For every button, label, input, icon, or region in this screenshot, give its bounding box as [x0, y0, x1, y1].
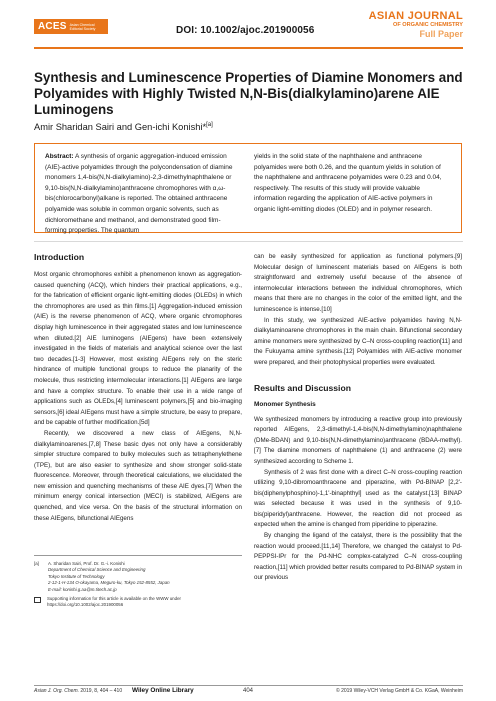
spacer	[254, 369, 462, 383]
abstract-text-left: A synthesis of organic aggregation-induced emission (AIE)-active polyamides through the polycondensation of diamine monomers 1,4-bis(N,N-dialkylamino)-2,3-dimethylnaphthalene or 9,10-bis(N,N-dialkylamino)anthracene chromophores with α,ω-bis(chlorocarbonyl)alkane is reported. The obtained anthracene polyamide was soluble in common organic solvents, such as dichloromethane and methanol, and demonstrated good film-forming properties. The quantum	[45, 153, 233, 235]
footnote-email[interactable]: E-mail: konishi.g.aa@m.titech.ac.jp	[48, 586, 117, 592]
supporting-info-text[interactable]: Supporting information for this article is available on the WWW under https://doi.org/10.1002/ajoc.201900056	[47, 596, 181, 608]
abstract-right-column	[254, 152, 451, 224]
journal-brand	[369, 11, 463, 39]
publisher-logo	[34, 19, 108, 34]
abstract-left-column	[45, 152, 242, 235]
footnote-name: A. Sharidan Sairi, Prof. Dr. G.-i. Konishi	[48, 561, 125, 566]
affiliation-block	[34, 561, 242, 593]
article-authors	[34, 122, 213, 132]
intro-paragraph-1: Most organic chromophores exhibit a phenomenon known as aggregation-caused quenching (ACQ), which hinders their practical applications, e.g., for the fabrication of efficient organic light-emitting diodes (OLEDs) in which the chromophores are used as thin films.[1] Aggregation-induced emission (AIE) is the reverse phenomenon of ACQ, where organic chromophores display high luminescence in their aggregated states and low luminescence when diluted.[2] AIE luminogens (AIEgens) have been extensively investigated in the fields of materials and analytical science over the last two decades.[1-3] However, most existing AIEgens rely on the steric hindrance of multiple functional groups to reduce the planarity of the molecule, thus restricting intermolecular interactions.[1] AIEgens are large and have a complex structure. To enable their use in a wide range of applications such as OLEDs,[4] luminescent polymers,[5] and bio-imaging sensors,[6] ideal AIEgens must have a simple structure, be easy to prepare, and be capable of further modification.[5d]	[34, 271, 242, 427]
right-paragraph-3: We synthesized monomers by introducing a reactive group into previously reported AIEgens, 2,3-dimethyl-1,4-bis(N,N-dimethylamino)naphthalene (DMe-BDAN) and 9,10-bis(N,N-dimethylamino)anthracene (BDAA-methyl).[7] The diamine monomers of naphthalene (1) and anthracene (2) were synthesized according to Scheme 1.	[254, 415, 462, 465]
right-paragraph-4: Synthesis of 2 was first done with a direct C–N cross-coupling reaction utilizing 9,10-dibromoanthracene and piperazine, with Pd-BINAP [2,2'-bis(diphenylphosphino)-1,1'-binaphthyl] used as the catalyst.[13] BINAP was selected because it was used in the synthesis of 9,10-bis(piperidyl)anthracene. However, the reaction did not proceed as expected when the amine is changed from piperidine to piperazine.	[254, 468, 462, 529]
logo-subtitle: Asian Chemical Editorial Society	[69, 22, 96, 31]
right-paragraph-1: can be easily synthesized for application as functional polymers.[9] Molecular design of luminescent materials based on AIEgens is both straightforward and extremely useful because of the absence of intermolecular interactions between the individual chromophores, which means that there are no changes in the color of the emitted light, and the luminescence is intense.[10]	[254, 253, 462, 313]
footnote-department: Department of Chemical Science and Engineering	[48, 567, 146, 573]
affiliation-footnote	[34, 555, 242, 609]
section-divider	[34, 241, 463, 242]
footnote-tag: [a]	[34, 561, 39, 566]
copyright-notice: © 2019 Wiley-VCH Verlag GmbH & Co. KGaA, Weinheim	[336, 688, 463, 694]
right-paragraph-5: By changing the ligand of the catalyst, there is the possibility that the reaction would proceed.[11,14] Therefore, we changed the catalyst to Pd-PEPPSI-IPr for the Pd-NHC complex-catalyzed C–N cross-coupling reaction,[11] which provided better results compared to Pd-BINAP system in our previous	[254, 532, 462, 582]
footnote-address: 2-12-1-H-134 O-okayama, Meguro-ku, Tokyo 152-8552, Japan	[48, 580, 170, 586]
journal-name-line2: OF ORGANIC CHEMISTRY	[392, 22, 463, 28]
abstract-box	[34, 143, 462, 233]
right-paragraph-2: In this study, we synthesized AIE-active polyamides having N,N-dialkylaminoarene chromophores in the main chain. Bifunctional secondary amine monomers were synthesized by C–N cross-coupling reaction[11] and the Fukuyama amine synthesis.[12] Polyamides with AIE-active monomer were prepared, and their photophysical properties were evaluated.	[254, 316, 462, 366]
abstract-label: Abstract:	[45, 153, 74, 160]
header-rule	[34, 47, 463, 49]
body-left-column	[34, 252, 242, 524]
wiley-online-library-link[interactable]: Wiley Online Library	[132, 687, 194, 694]
doi-link[interactable]: DOI: 10.1002/ajoc.201900056	[176, 25, 315, 36]
journal-reference	[34, 688, 122, 694]
body-right-column	[254, 252, 462, 584]
article-title: Synthesis and Luminescence Properties of Diamine Monomers and Polyamides with Highly Twisted N,N-Bis(dialkylamino)arene AIE Luminogens	[34, 70, 463, 117]
intro-paragraph-2: Recently, we discovered a new class of AIEgens, N,N-dialkylaminoarenes.[7,8] These basic dyes not only have a considerably simpler structure compared to bulky molecules such as tetraphenylethene (TPE), but are also easier to synthesize and show stronger solid-state fluorescence. Moreover, through theoretical calculations, we elucidated the new emission and quenching mechanisms of these AIE dyes.[7] When the minimum energy conical intersection (MECI) is stabilized, AIEgens are quenched, and vice versa. On the basis of the structural information on these AIEgens, bifunctional AIEgens	[34, 429, 242, 522]
supporting-info-icon	[34, 597, 41, 603]
monomer-synthesis-heading: Monomer Synthesis	[254, 400, 316, 408]
affiliation-lines	[48, 561, 170, 593]
journal-name-line1: ASIAN JOURNAL	[368, 10, 463, 22]
article-type: Full Paper	[419, 29, 463, 39]
introduction-heading: Introduction	[34, 252, 85, 262]
journal-ref-rest: 2019, 8, 404 – 410	[80, 688, 123, 694]
logo-mark: ACES	[38, 21, 67, 32]
supporting-info-note	[34, 596, 242, 609]
author-affiliation-mark: [a]	[206, 122, 213, 128]
results-heading: Results and Discussion	[254, 382, 351, 393]
footer-rule	[34, 685, 463, 686]
page-number: 404	[243, 688, 254, 694]
abstract-text-right: yields in the solid state of the naphthalene and anthracene polyamides were both 0.26, and the quantum yields in solution of the naphthalene and anthracene polyamides were 0.23 and 0.04, respectively. The results of this study will provide valuable information regarding the application of AIE-active polymers in organic light-emitting diodes (OLED) and in polymer research.	[254, 153, 442, 213]
journal-ref-name: Asian J. Org. Chem.	[34, 688, 80, 694]
footnote-institution: Tokyo Institute of Technology	[48, 573, 105, 579]
author-names: Amir Sharidan Sairi and Gen-ichi Konishi*	[34, 122, 207, 133]
